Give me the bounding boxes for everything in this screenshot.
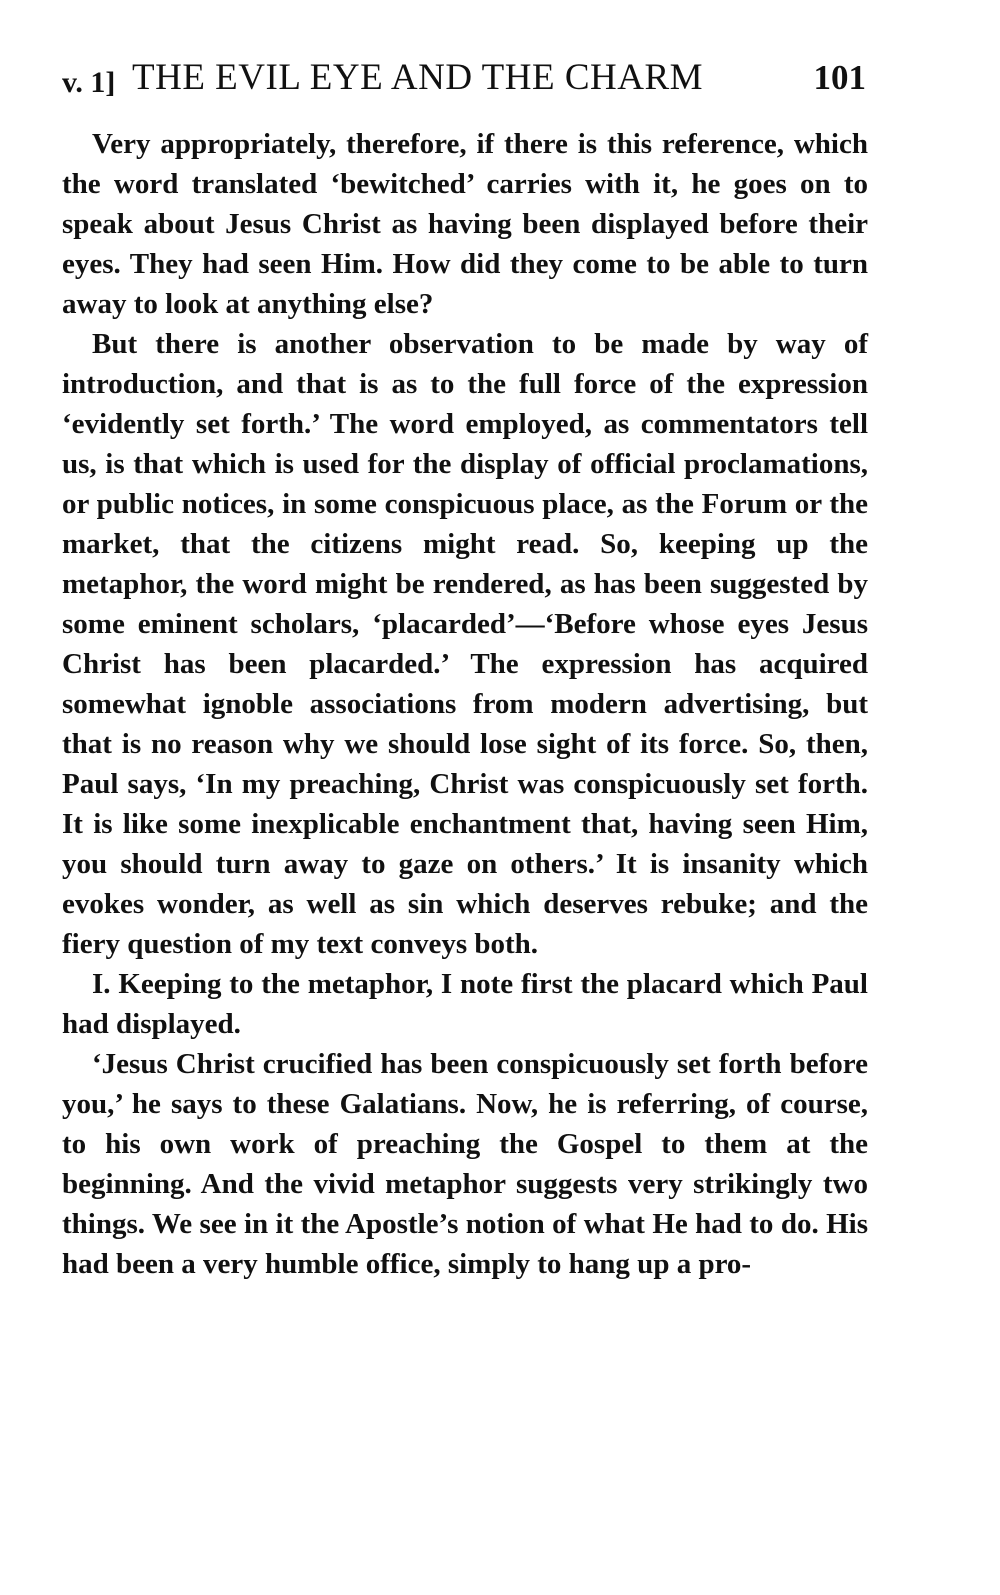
book-page <box>62 56 868 1284</box>
paragraph: Very appropriately, therefore, if there is this reference, which the word translated ‘bewitched’ carries with it, he goes on to speak about Jesus Christ as having been displayed before their eyes. They had seen Him. How did they come to be able to turn away to look at anything else? <box>62 128 868 320</box>
section-reference: v. 1] <box>62 66 116 99</box>
page-title: THE EVIL EYE AND THE CHARM <box>132 57 704 98</box>
paragraph: I. Keeping to the metaphor, I note first the placard which Paul had displayed. <box>62 968 868 1040</box>
page-number: 101 <box>813 58 866 97</box>
paragraph: But there is another observation to be made by way of introduction, and that is as to the full force of the expression ‘evidently set forth.’ The word employed, as commentators tell us, is that which is used for the display of official proclamations, or public notices, in some conspicuous place, as the Forum or the market, that the citizens might read. So, keeping up the metaphor, the word might be rendered, as has been suggested by some eminent scholars, ‘placarded’—‘Before whose eyes Jesus Christ has been placarded.’ The expression has acquired somewhat ignoble associations from modern advertising, but that is no reason why we should lose sight of its force. So, then, Paul says, ‘In my preaching, Christ was conspicuously set forth. It is like some inexplicable enchantment that, having seen Him, you should turn away to gaze on others.’ It is insanity which evokes wonder, as well as sin which deserves rebuke; and the fiery question of my text conveys both. <box>62 328 868 960</box>
body-text <box>62 124 868 1284</box>
paragraph: ‘Jesus Christ crucified has been conspicuously set forth before you,’ he says to these Galatians. Now, he is referring, of course, to his own work of preaching the Gospel to them at the beginning. And the vivid metaphor suggests very strikingly two things. We see in it the Apostle’s notion of what He had to do. His had been a very humble office, simply to hang up a pro- <box>62 1048 868 1280</box>
running-head <box>62 56 868 106</box>
